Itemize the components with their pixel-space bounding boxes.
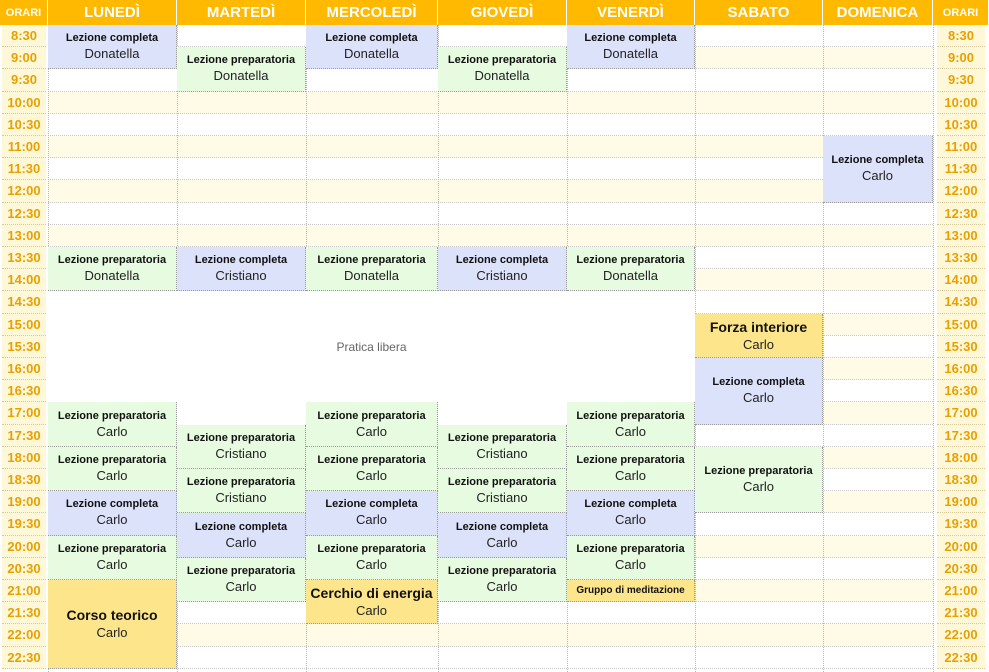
free-practice-extension [438, 402, 567, 424]
time-label: 9:30 [2, 69, 46, 91]
time-label: 11:30 [2, 158, 46, 180]
class-event[interactable] [438, 513, 567, 557]
event-title: Lezione completa [325, 32, 418, 45]
class-event[interactable] [438, 469, 567, 513]
header-day: LUNEDÌ [48, 0, 177, 25]
event-title: Lezione preparatoria [447, 431, 557, 444]
time-label: 21:00 [2, 580, 46, 602]
event-title: Lezione completa [831, 154, 924, 167]
time-label: 12:30 [937, 203, 985, 225]
event-instructor: Donatella [213, 68, 269, 84]
class-event[interactable] [177, 47, 306, 91]
event-instructor: Carlo [614, 423, 647, 439]
time-label: 20:00 [2, 536, 46, 558]
event-instructor: Carlo [355, 423, 388, 439]
class-event[interactable] [306, 447, 438, 491]
event-instructor: Donatella [603, 46, 658, 62]
event-instructor: Carlo [225, 534, 257, 550]
event-title: Lezione preparatoria [57, 254, 167, 267]
event-instructor: Carlo [225, 578, 257, 594]
class-event[interactable] [567, 447, 695, 491]
event-title: Lezione preparatoria [576, 453, 685, 466]
class-event[interactable] [567, 402, 695, 446]
event-instructor: Cristiano [215, 445, 267, 461]
time-label: 22:00 [937, 624, 985, 646]
time-label: 13:00 [2, 225, 46, 247]
event-title: Lezione preparatoria [576, 254, 685, 267]
time-label: 22:30 [937, 647, 985, 669]
time-label: 21:30 [2, 602, 46, 624]
time-label: 15:00 [937, 314, 985, 336]
event-title: Lezione preparatoria [317, 409, 426, 422]
row-background [48, 136, 933, 158]
class-event[interactable] [438, 47, 567, 91]
event-title: Lezione preparatoria [317, 254, 426, 267]
event-title: Lezione preparatoria [57, 453, 167, 466]
time-label: 17:30 [2, 425, 46, 447]
class-event[interactable] [177, 513, 306, 557]
header-time-right: ORARI [933, 0, 989, 25]
event-title: Lezione completa [584, 498, 677, 511]
event-instructor: Carlo [96, 467, 128, 483]
time-label: 13:30 [937, 247, 985, 269]
time-label: 19:30 [2, 513, 46, 535]
row-background [48, 624, 933, 646]
event-instructor: Carlo [96, 512, 128, 528]
time-label: 10:30 [2, 114, 46, 136]
time-label: 9:30 [937, 69, 985, 91]
class-event[interactable] [567, 536, 695, 580]
event-instructor: Carlo [96, 556, 128, 572]
time-label: 16:00 [2, 358, 46, 380]
time-label: 18:00 [937, 447, 985, 469]
event-title: Cerchio di energia [310, 585, 433, 602]
event-instructor: Carlo [614, 556, 647, 572]
row-background [48, 647, 933, 669]
time-label: 12:00 [937, 180, 985, 202]
time-label: 11:00 [2, 136, 46, 158]
event-instructor: Carlo [614, 512, 647, 528]
class-event[interactable] [48, 402, 177, 446]
row-background [48, 25, 933, 47]
event-title: Lezione preparatoria [57, 542, 167, 555]
event-instructor: Carlo [486, 534, 518, 550]
event-title: Lezione preparatoria [186, 54, 296, 67]
event-instructor: Carlo [742, 336, 775, 352]
time-label: 14:00 [937, 269, 985, 291]
event-title: Gruppo di meditazione [576, 585, 685, 597]
time-label: 22:30 [2, 647, 46, 669]
header-day: SABATO [695, 0, 823, 25]
event-title: Lezione preparatoria [186, 476, 296, 489]
class-event[interactable] [823, 136, 933, 203]
time-label: 12:00 [2, 180, 46, 202]
event-title: Corso teorico [66, 607, 158, 624]
time-label: 16:00 [937, 358, 985, 380]
time-label: 14:00 [2, 269, 46, 291]
event-instructor: Carlo [355, 556, 388, 572]
class-event[interactable] [695, 314, 823, 358]
event-instructor: Cristiano [476, 445, 528, 461]
event-title: Lezione preparatoria [704, 465, 813, 478]
class-event[interactable] [567, 491, 695, 535]
time-label: 15:00 [2, 314, 46, 336]
class-event[interactable] [567, 25, 695, 69]
event-instructor: Donatella [84, 268, 140, 284]
row-background [48, 602, 933, 624]
free-practice-area: Pratica libera [48, 291, 695, 402]
column-divider [823, 25, 824, 672]
time-label: 22:00 [2, 624, 46, 646]
class-event[interactable] [306, 580, 438, 624]
event-title: Lezione preparatoria [186, 564, 296, 577]
event-title: Lezione completa [325, 498, 418, 511]
time-label: 9:00 [2, 47, 46, 69]
time-label: 11:00 [937, 136, 985, 158]
column-divider [933, 25, 934, 672]
time-label: 16:30 [937, 380, 985, 402]
event-title: Lezione preparatoria [447, 54, 557, 67]
event-instructor: Cristiano [215, 268, 267, 284]
class-event[interactable] [48, 491, 177, 535]
time-label: 8:30 [2, 25, 46, 47]
time-label: 17:00 [937, 402, 985, 424]
class-event[interactable] [438, 558, 567, 602]
class-event[interactable] [177, 247, 306, 291]
event-title: Lezione completa [65, 32, 159, 45]
header-day: VENERDÌ [567, 0, 695, 25]
header-day: GIOVEDÌ [438, 0, 567, 25]
event-title: Lezione preparatoria [576, 542, 685, 555]
event-instructor: Carlo [355, 512, 388, 528]
header-time-left: ORARI [0, 0, 48, 25]
event-title: Lezione preparatoria [447, 476, 557, 489]
class-event[interactable] [695, 447, 823, 514]
time-label: 10:00 [2, 92, 46, 114]
event-title: Lezione completa [194, 254, 288, 267]
event-instructor: Carlo [96, 625, 128, 641]
event-instructor: Carlo [486, 578, 518, 594]
time-label: 14:30 [937, 291, 985, 313]
event-instructor: Carlo [355, 467, 388, 483]
time-label: 19:00 [937, 491, 985, 513]
class-event[interactable] [567, 580, 695, 602]
class-event[interactable] [438, 247, 567, 291]
event-title: Lezione preparatoria [57, 409, 167, 422]
time-label: 17:00 [2, 402, 46, 424]
class-event[interactable] [306, 25, 438, 69]
event-instructor: Donatella [474, 68, 530, 84]
row-background [48, 203, 933, 225]
time-label: 14:30 [2, 291, 46, 313]
time-label: 11:30 [937, 158, 985, 180]
time-label: 15:30 [937, 336, 985, 358]
time-label: 9:00 [937, 47, 985, 69]
event-instructor: Donatella [344, 46, 399, 62]
time-label: 10:00 [937, 92, 985, 114]
class-event[interactable] [48, 25, 177, 69]
event-title: Lezione completa [65, 498, 159, 511]
class-event[interactable] [306, 247, 438, 291]
class-event[interactable] [177, 469, 306, 513]
time-label: 19:00 [2, 491, 46, 513]
time-label: 16:30 [2, 380, 46, 402]
class-event[interactable] [177, 558, 306, 602]
row-background [48, 180, 933, 202]
time-label: 18:30 [937, 469, 985, 491]
row-background [48, 114, 933, 136]
time-label: 10:30 [937, 114, 985, 136]
time-label: 13:30 [2, 247, 46, 269]
event-instructor: Carlo [96, 423, 128, 439]
event-instructor: Carlo [742, 479, 775, 495]
time-label: 13:00 [937, 225, 985, 247]
event-instructor: Carlo [742, 390, 775, 406]
event-instructor: Carlo [614, 467, 647, 483]
free-practice-extension [177, 402, 306, 424]
event-instructor: Donatella [603, 268, 658, 284]
header-day: MARTEDÌ [177, 0, 306, 25]
row-background [48, 92, 933, 114]
event-title: Lezione completa [455, 520, 549, 533]
event-title: Lezione preparatoria [576, 409, 685, 422]
time-label: 21:30 [937, 602, 985, 624]
header-day: DOMENICA [823, 0, 933, 25]
event-title: Lezione completa [584, 32, 677, 45]
event-title: Lezione completa [194, 520, 288, 533]
class-event[interactable] [306, 491, 438, 535]
time-label: 8:30 [937, 25, 985, 47]
class-event[interactable] [48, 247, 177, 291]
time-label: 20:30 [2, 558, 46, 580]
row-background [48, 225, 933, 247]
header-day: MERCOLEDÌ [306, 0, 438, 25]
class-event[interactable] [695, 358, 823, 425]
event-instructor: Carlo [861, 168, 894, 184]
event-instructor: Cristiano [476, 268, 528, 284]
time-label: 20:00 [937, 536, 985, 558]
event-title: Lezione preparatoria [317, 453, 426, 466]
class-event[interactable] [48, 580, 177, 669]
event-title: Forza interiore [709, 318, 808, 335]
time-label: 21:00 [937, 580, 985, 602]
class-event[interactable] [306, 536, 438, 580]
event-instructor: Donatella [344, 268, 399, 284]
event-instructor: Donatella [84, 46, 140, 62]
time-label: 20:30 [937, 558, 985, 580]
event-instructor: Cristiano [476, 490, 528, 506]
time-label: 17:30 [937, 425, 985, 447]
class-event[interactable] [306, 402, 438, 446]
class-event[interactable] [438, 425, 567, 469]
class-event[interactable] [567, 247, 695, 291]
time-label: 18:30 [2, 469, 46, 491]
event-title: Lezione preparatoria [447, 564, 557, 577]
row-background [48, 158, 933, 180]
event-title: Lezione completa [455, 254, 549, 267]
time-label: 18:00 [2, 447, 46, 469]
time-label: 19:30 [937, 513, 985, 535]
class-event[interactable] [177, 425, 306, 469]
event-instructor: Carlo [355, 603, 388, 619]
event-title: Lezione preparatoria [186, 431, 296, 444]
time-label: 15:30 [2, 336, 46, 358]
class-event[interactable] [48, 536, 177, 580]
class-event[interactable] [48, 447, 177, 491]
event-title: Lezione preparatoria [317, 542, 426, 555]
time-label: 12:30 [2, 203, 46, 225]
event-title: Lezione completa [712, 376, 805, 389]
event-instructor: Cristiano [215, 490, 267, 506]
